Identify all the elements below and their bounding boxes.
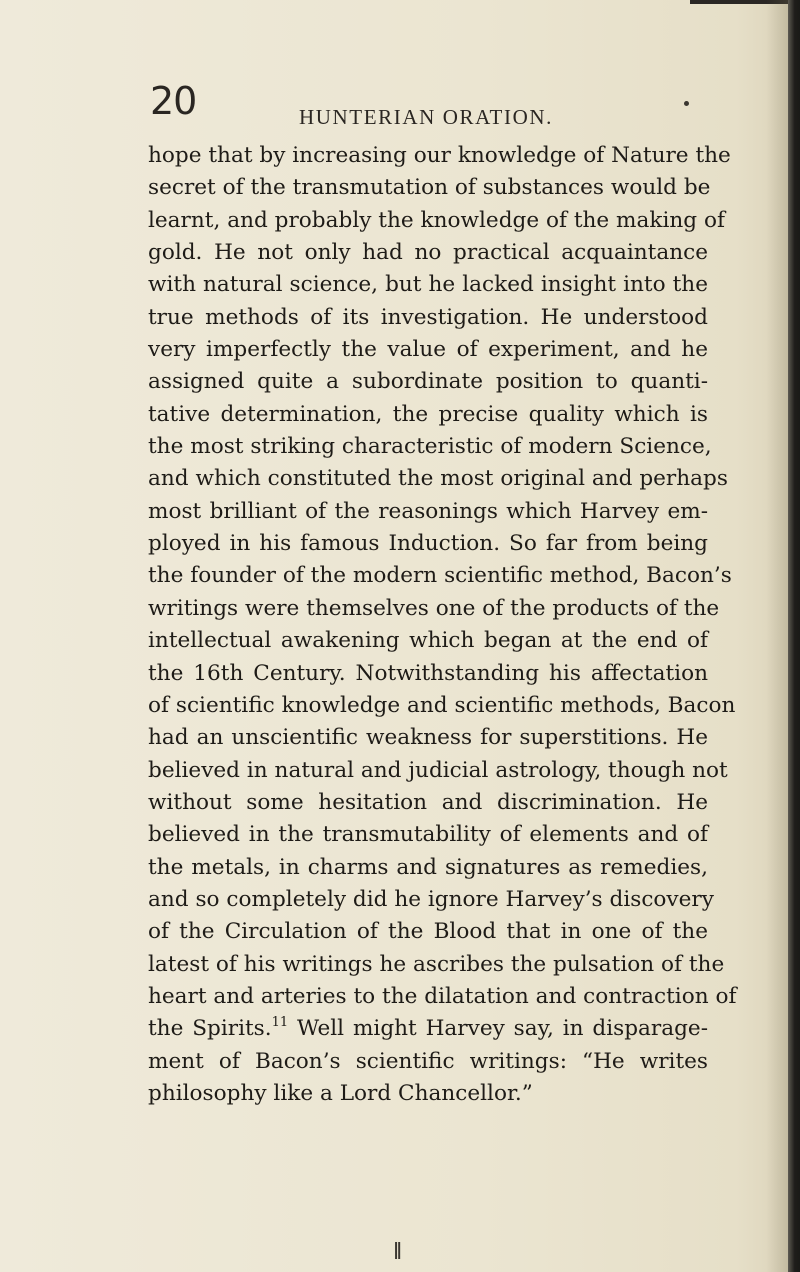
text-line: latest of his writings he ascribes the pulsation of the <box>148 951 725 977</box>
text-line: writings were themselves one of the products of the <box>148 595 720 621</box>
text-line: the metals, in charms and signatures as remedies, <box>148 854 708 880</box>
text-line-with-footnote <box>148 1013 708 1045</box>
text-line: ment of Bacon’s scientific writings: “He writes <box>148 1048 708 1074</box>
text-line: very imperfectly the value of experiment, and he <box>148 337 708 363</box>
text-line: the most striking characteristic of modern Science, <box>148 434 712 460</box>
header-dot <box>684 101 689 106</box>
body-paragraph <box>148 140 737 1110</box>
text-segment: the Spirits. <box>148 1016 272 1042</box>
text-line: and so completely did he ignore Harvey’s discovery <box>148 886 714 912</box>
text-line: hope that by increasing our knowledge of Nature the <box>148 143 731 168</box>
text-segment: Well might Harvey say, in disparage- <box>288 1016 708 1042</box>
text-line: assigned quite a subordinate position to quanti- <box>148 369 708 395</box>
text-line: of the Circulation of the Blood that in one of the <box>148 919 708 945</box>
running-head: HUNTERIAN ORATION. <box>299 105 553 129</box>
text-line: heart and arteries to the dilatation and contraction of <box>148 983 737 1009</box>
text-line: the founder of the modern scientific method, Bacon’s <box>148 563 732 589</box>
footnote-reference[interactable]: 11 <box>271 1015 289 1031</box>
text-line: with natural science, but he lacked insight into the <box>148 272 708 298</box>
text-line: the 16th Century. Notwithstanding his affectation <box>148 660 708 686</box>
text-line: ployed in his famous Induction. So far from being <box>148 531 708 557</box>
text-line: most brilliant of the reasonings which Harvey em- <box>148 498 708 524</box>
text-line: of scientific knowledge and scientific methods, Bacon <box>148 692 736 718</box>
text-line: tative determination, the precise quality which is <box>148 401 708 427</box>
text-line: believed in natural and judicial astrology, though not <box>148 757 728 783</box>
text-line-last: philosophy like a Lord Chancellor.” <box>148 1080 533 1106</box>
text-line: believed in the transmutability of elements and of <box>148 822 708 848</box>
text-line: true methods of its investigation. He understood <box>148 304 708 330</box>
text-line: learnt, and probably the knowledge of the making of <box>148 207 725 233</box>
text-line: intellectual awakening which began at the end of <box>148 628 708 654</box>
page-edge-binding <box>788 0 800 1272</box>
page-gutter-shadow <box>766 0 788 1272</box>
text-line: secret of the transmutation of substances would be <box>148 175 711 201</box>
text-line: and which constituted the most original and perhaps <box>148 466 728 492</box>
page-number: 20 <box>150 79 197 123</box>
bottom-margin-mark: ll <box>393 1240 400 1265</box>
text-line: had an unscientific weakness for superstitions. He <box>148 725 708 751</box>
text-line: without some hesitation and discrimination. He <box>148 789 708 815</box>
text-line: gold. He not only had no practical acquaintance <box>148 240 708 266</box>
